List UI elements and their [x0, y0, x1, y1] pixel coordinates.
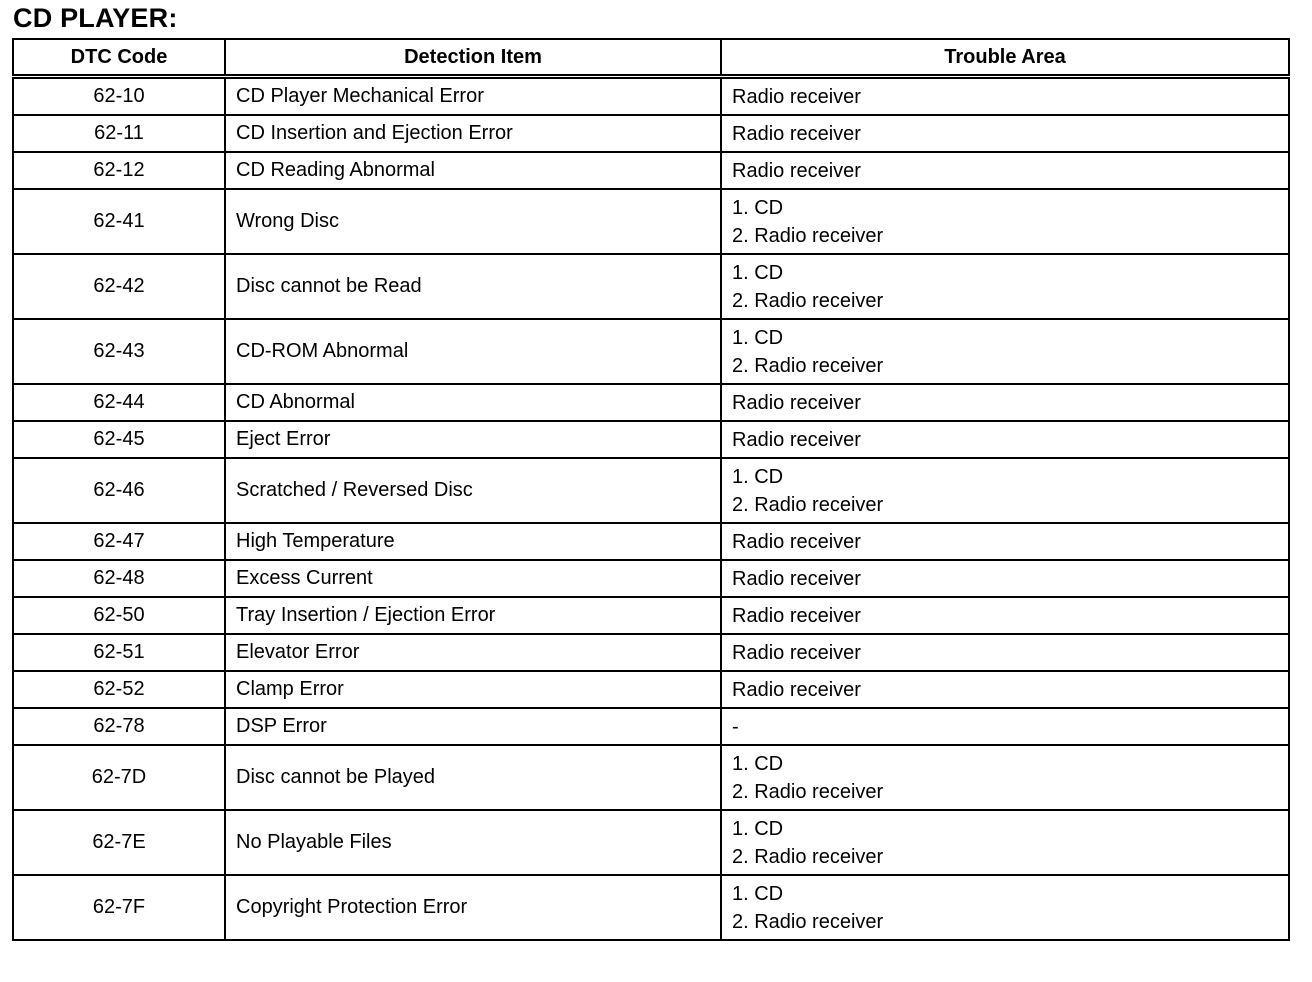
- trouble-area-cell: [721, 319, 1289, 384]
- table-row: [13, 421, 1289, 458]
- trouble-area-cell: [721, 671, 1289, 708]
- header-detection-item: Detection Item: [225, 39, 721, 77]
- dtc-code-cell: 62-12: [13, 152, 225, 189]
- table-row: [13, 77, 1289, 116]
- dtc-code-cell: 62-43: [13, 319, 225, 384]
- detection-item-cell: Eject Error: [225, 421, 721, 458]
- trouble-area-cell: [721, 597, 1289, 634]
- trouble-area-line: Radio receiver: [732, 85, 861, 108]
- trouble-area-line: 1. CD: [732, 752, 784, 775]
- detection-item-cell: Disc cannot be Played: [225, 745, 721, 810]
- dtc-code-cell: 62-50: [13, 597, 225, 634]
- trouble-area-line: Radio receiver: [732, 391, 861, 414]
- detection-item-cell: CD Player Mechanical Error: [225, 77, 721, 116]
- dtc-code-cell: 62-51: [13, 634, 225, 671]
- trouble-area-line: Radio receiver: [732, 604, 861, 627]
- trouble-area-cell: [721, 115, 1289, 152]
- detection-item-cell: Scratched / Reversed Disc: [225, 458, 721, 523]
- table-row: [13, 634, 1289, 671]
- dtc-code-cell: 62-7E: [13, 810, 225, 875]
- detection-item-cell: Tray Insertion / Ejection Error: [225, 597, 721, 634]
- trouble-area-line: 2. Radio receiver: [732, 780, 884, 803]
- detection-item-cell: Elevator Error: [225, 634, 721, 671]
- detection-item-cell: CD Insertion and Ejection Error: [225, 115, 721, 152]
- trouble-area-cell: [721, 152, 1289, 189]
- dtc-code-cell: 62-46: [13, 458, 225, 523]
- trouble-area-cell: [721, 523, 1289, 560]
- trouble-area-cell: [721, 708, 1289, 745]
- trouble-area-line: 1. CD: [732, 882, 784, 905]
- detection-item-cell: No Playable Files: [225, 810, 721, 875]
- trouble-area-cell: [721, 189, 1289, 254]
- dtc-code-cell: 62-41: [13, 189, 225, 254]
- trouble-area-cell: [721, 875, 1289, 940]
- dtc-code-cell: 62-42: [13, 254, 225, 319]
- table-row: [13, 152, 1289, 189]
- page-title: CD PLAYER:: [13, 3, 178, 33]
- trouble-area-line: Radio receiver: [732, 567, 861, 590]
- trouble-area-line: 2. Radio receiver: [732, 289, 884, 312]
- trouble-area-line: Radio receiver: [732, 678, 861, 701]
- trouble-area-line: 2. Radio receiver: [732, 493, 884, 516]
- table-row: [13, 319, 1289, 384]
- trouble-area-line: 2. Radio receiver: [732, 354, 884, 377]
- trouble-area-line: Radio receiver: [732, 641, 861, 664]
- table-row: [13, 189, 1289, 254]
- table-row: [13, 810, 1289, 875]
- trouble-area-cell: [721, 77, 1289, 116]
- detection-item-cell: Disc cannot be Read: [225, 254, 721, 319]
- dtc-code-cell: 62-44: [13, 384, 225, 421]
- trouble-area-cell: [721, 254, 1289, 319]
- table-row: [13, 458, 1289, 523]
- dtc-code-cell: 62-78: [13, 708, 225, 745]
- trouble-area-line: 2. Radio receiver: [732, 845, 884, 868]
- detection-item-cell: Copyright Protection Error: [225, 875, 721, 940]
- detection-item-cell: Clamp Error: [225, 671, 721, 708]
- trouble-area-line: Radio receiver: [732, 428, 861, 451]
- table-body: [13, 77, 1289, 941]
- detection-item-cell: CD Abnormal: [225, 384, 721, 421]
- trouble-area-cell: [721, 745, 1289, 810]
- trouble-area-line: 1. CD: [732, 196, 784, 219]
- trouble-area-cell: [721, 810, 1289, 875]
- dtc-code-cell: 62-47: [13, 523, 225, 560]
- detection-item-cell: CD Reading Abnormal: [225, 152, 721, 189]
- table-header-row: [13, 39, 1289, 77]
- dtc-code-cell: 62-48: [13, 560, 225, 597]
- header-trouble-area: Trouble Area: [721, 39, 1289, 77]
- trouble-area-line: Radio receiver: [732, 122, 861, 145]
- table-row: [13, 745, 1289, 810]
- table-row: [13, 254, 1289, 319]
- trouble-area-line: -: [732, 715, 739, 738]
- trouble-area-cell: [721, 384, 1289, 421]
- trouble-area-line: 1. CD: [732, 261, 784, 284]
- trouble-area-line: 2. Radio receiver: [732, 910, 884, 933]
- detection-item-cell: CD-ROM Abnormal: [225, 319, 721, 384]
- trouble-area-line: Radio receiver: [732, 530, 861, 553]
- table-row: [13, 560, 1289, 597]
- table-row: [13, 671, 1289, 708]
- dtc-code-cell: 62-7D: [13, 745, 225, 810]
- trouble-area-line: 1. CD: [732, 326, 784, 349]
- dtc-table: [12, 38, 1290, 941]
- detection-item-cell: Excess Current: [225, 560, 721, 597]
- table-row: [13, 115, 1289, 152]
- dtc-code-cell: 62-10: [13, 77, 225, 116]
- trouble-area-cell: [721, 560, 1289, 597]
- table-row: [13, 875, 1289, 940]
- trouble-area-line: 2. Radio receiver: [732, 224, 884, 247]
- detection-item-cell: DSP Error: [225, 708, 721, 745]
- table-row: [13, 523, 1289, 560]
- table-row: [13, 384, 1289, 421]
- dtc-code-cell: 62-11: [13, 115, 225, 152]
- header-dtc-code: DTC Code: [13, 39, 225, 77]
- detection-item-cell: Wrong Disc: [225, 189, 721, 254]
- table-row: [13, 597, 1289, 634]
- table-row: [13, 708, 1289, 745]
- trouble-area-line: 1. CD: [732, 465, 784, 488]
- dtc-code-cell: 62-52: [13, 671, 225, 708]
- trouble-area-line: 1. CD: [732, 817, 784, 840]
- detection-item-cell: High Temperature: [225, 523, 721, 560]
- trouble-area-cell: [721, 421, 1289, 458]
- trouble-area-cell: [721, 634, 1289, 671]
- dtc-code-cell: 62-7F: [13, 875, 225, 940]
- trouble-area-line: Radio receiver: [732, 159, 861, 182]
- dtc-code-cell: 62-45: [13, 421, 225, 458]
- trouble-area-cell: [721, 458, 1289, 523]
